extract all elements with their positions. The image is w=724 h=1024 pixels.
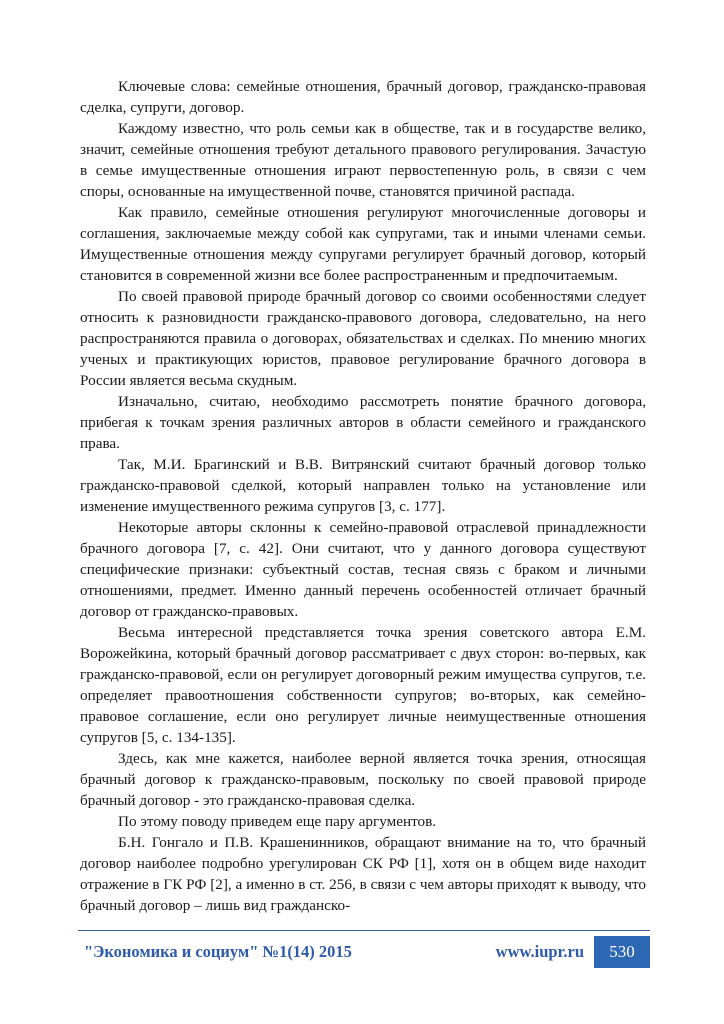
website-link[interactable]: www.iupr.ru [495, 942, 584, 961]
body-paragraph: Здесь, как мне кажется, наиболее верной является точка зрения, относящая брачный договор к гражданско-правовым, поскольку по своей правовой природе брачный договор - это гражданско-правовая сделка. [80, 750, 646, 809]
footer-divider [78, 930, 650, 931]
body-paragraph: Изначально, считаю, необходимо рассмотреть понятие брачного договора, прибегая к точкам зрения различных авторов в области семейного и гражданского права. [80, 393, 646, 452]
body-paragraph: Каждому известно, что роль семьи как в обществе, так и в государстве велико, значит, семейные отношения требуют детального правового регулирования. Зачастую в семье имущественные отношения играют первостепенную роль, в связи с чем споры, основанные на имущественной почве, становятся причиной распада. [80, 120, 646, 200]
body-paragraph: По этому поводу приведем еще пару аргументов. [118, 813, 437, 830]
keywords-paragraph: Ключевые слова: семейные отношения, брачный договор, гражданско-правовая сделка, супруги, договор. [80, 78, 646, 116]
article-body [80, 76, 646, 916]
body-paragraph: Так, М.И. Брагинский и В.В. Витрянский считают брачный договор только гражданско-правовой сделкой, который направлен только на установление или изменение имущественного режима супругов [3, с. 177]. [80, 456, 646, 515]
page-number-badge: 530 [594, 936, 650, 968]
body-paragraph: Как правило, семейные отношения регулируют многочисленные договоры и соглашения, заключаемые между собой как супругами, так и иными членами семьи. Имущественные отношения между супругами регулирует брачный договор, который становится в современной жизни все более распространенным и предпочитаемым. [80, 204, 646, 284]
page-footer [78, 936, 650, 968]
body-paragraph: По своей правовой природе брачный договор со своими особенностями следует относить к разновидности гражданско-правового договора, следовательно, на него распространяются правила о договорах, обязательствах и сделках. По мнению многих ученых и практикующих юристов, правовое регулирование брачного договора в России является весьма скудным. [80, 288, 646, 389]
journal-title: "Экономика и социум" №1(14) 2015 [84, 942, 352, 961]
body-paragraph: Весьма интересной представляется точка зрения советского автора Е.М. Ворожейкина, который брачный договор рассматривает с двух сторон: во-первых, как гражданско-правовой, если он регулирует договорный режим имущества супругов, т.е. определяет правоотношения собственности супругов; во-вторых, как семейно-правовое соглашение, если оно регулирует личные неимущественные отношения супругов [5, с. 134-135]. [80, 624, 646, 746]
body-paragraph: Б.Н. Гонгало и П.В. Крашенинников, обращают внимание на то, что брачный договор наиболее подробно урегулирован СК РФ [1], хотя он в общем виде находит отражение в ГК РФ [2], а именно в ст. 256, в связи с чем авторы приходят к выводу, что брачный договор – лишь вид гражданско- [80, 834, 646, 914]
body-paragraph: Некоторые авторы склонны к семейно-правовой отраслевой принадлежности брачного договора [7, с. 42]. Они считают, что у данного договора существуют специфические признаки: субъектный состав, тесная связь с браком и личными отношениями, предмет. Именно данный перечень особенностей отличает брачный договор от гражданско-правовых. [80, 519, 646, 620]
